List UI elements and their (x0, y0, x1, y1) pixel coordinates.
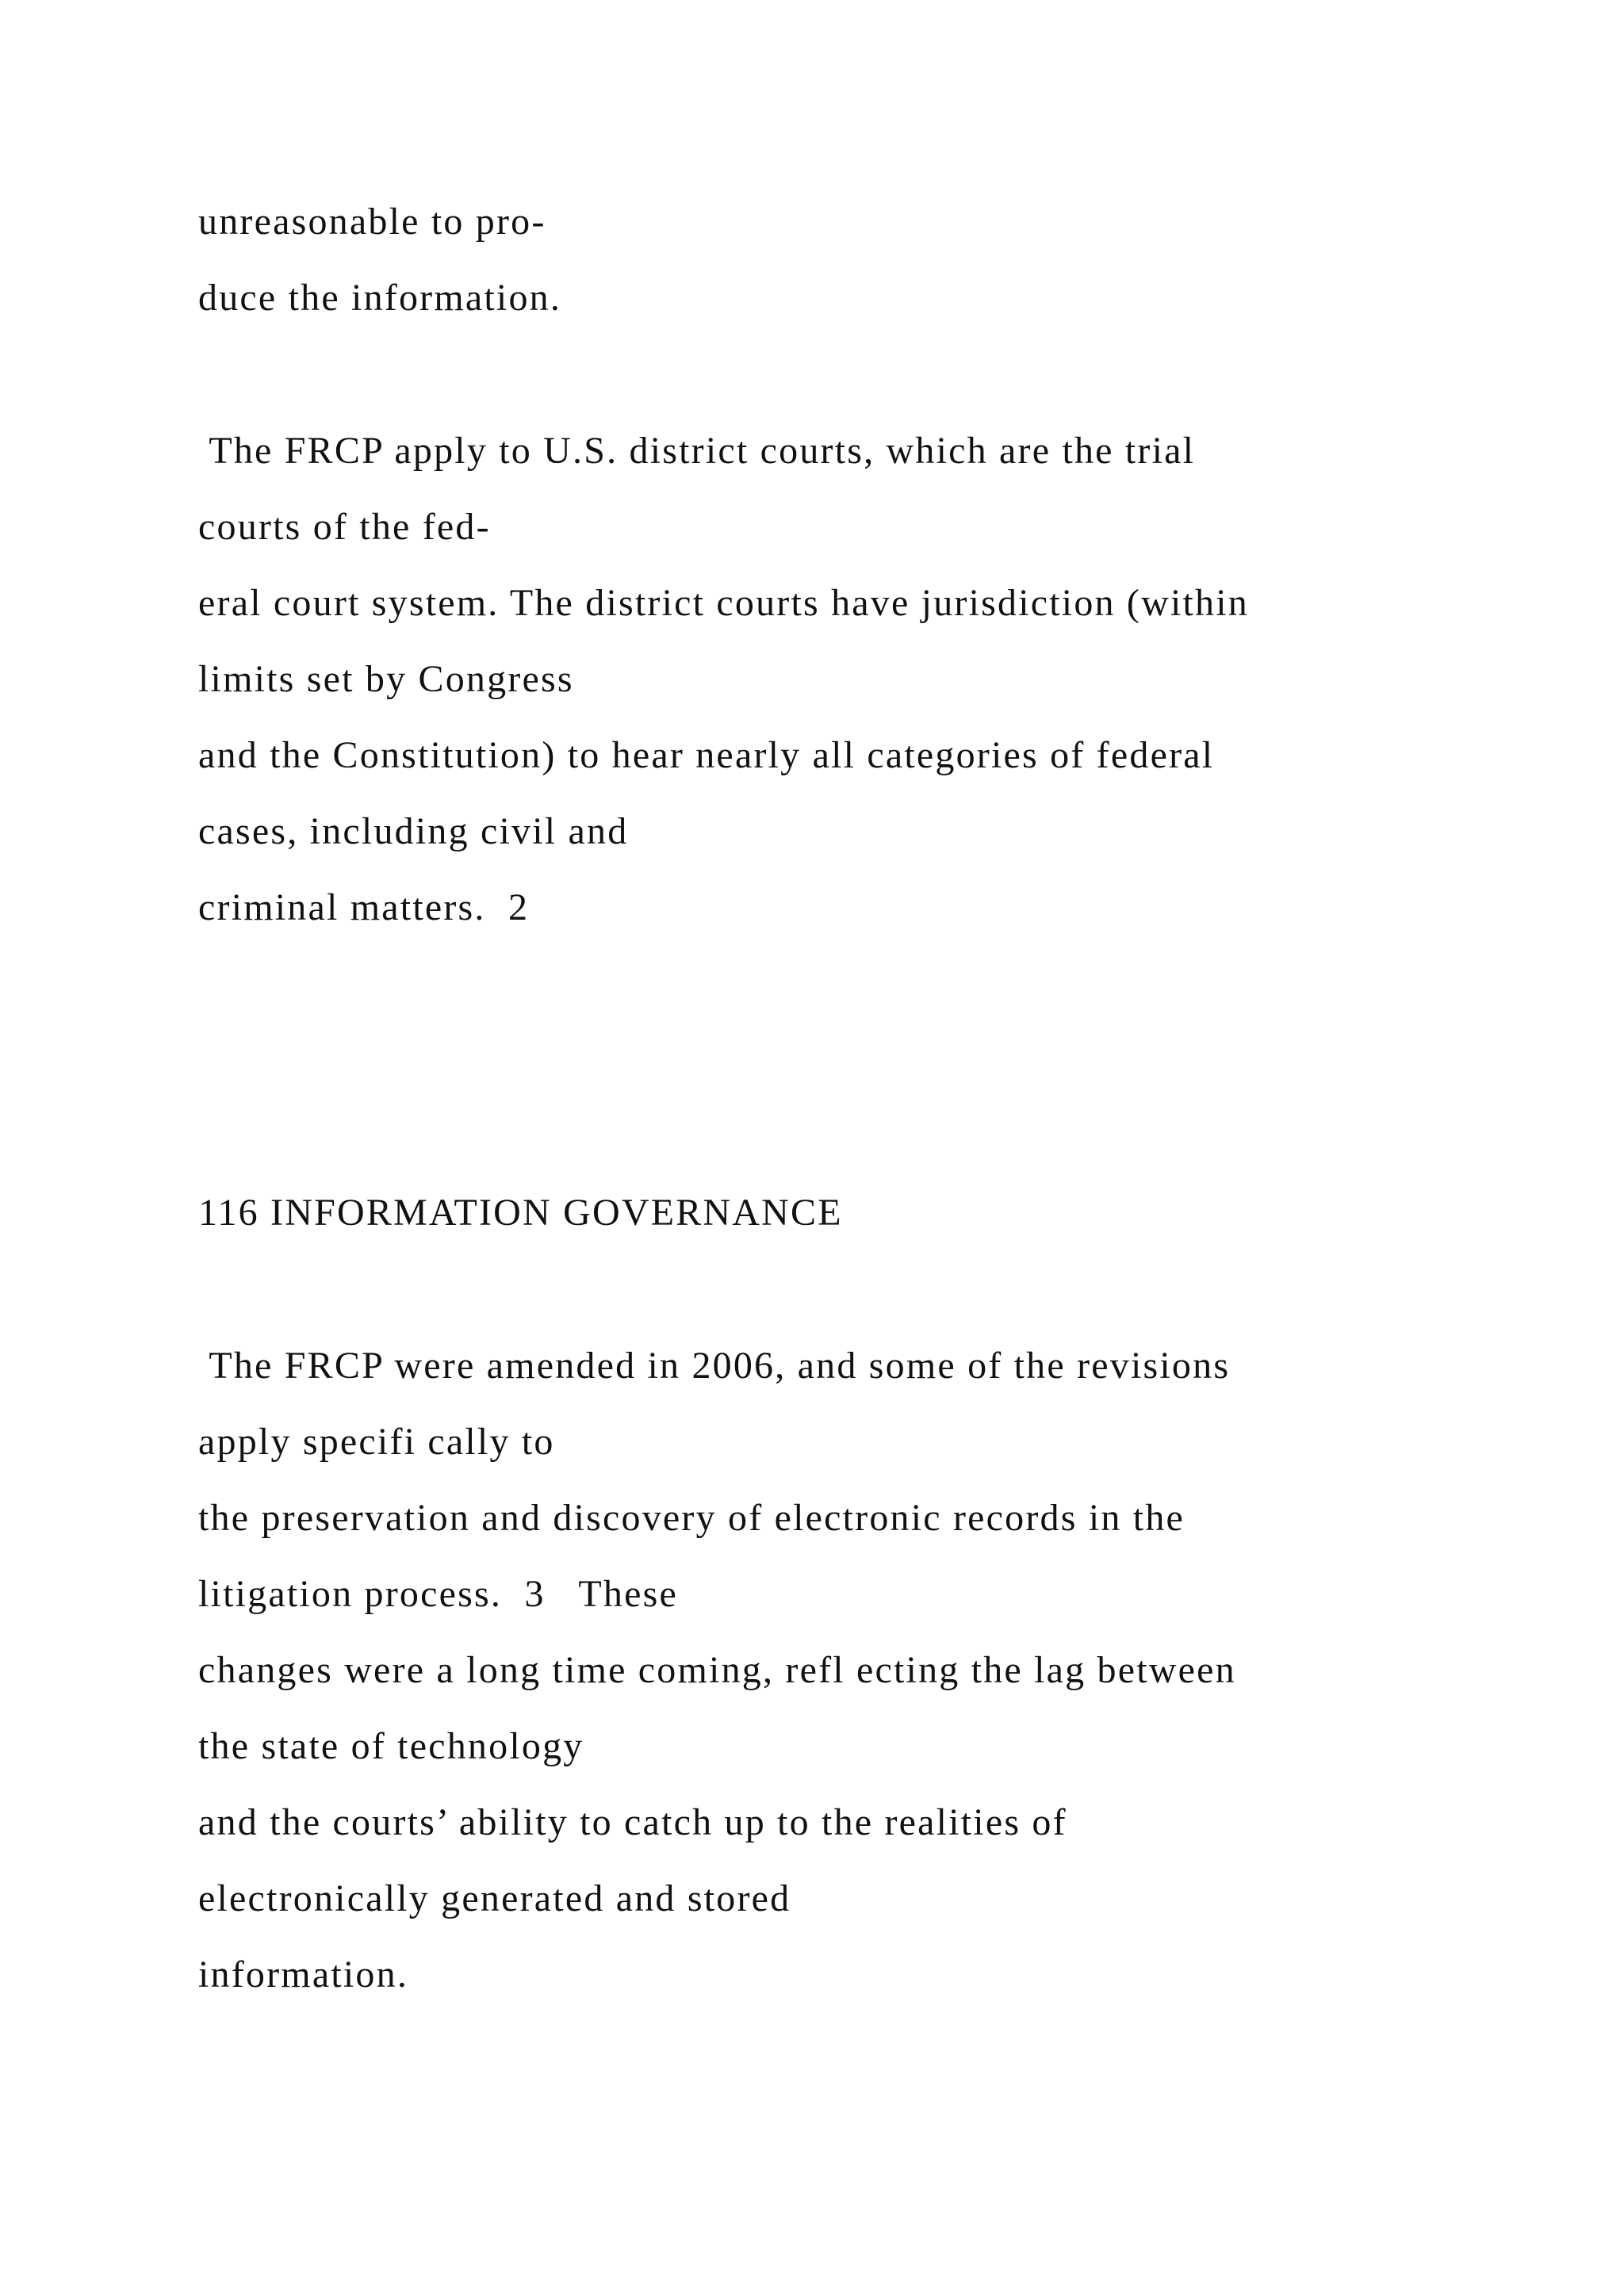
text-line: electronically generated and stored (198, 1877, 791, 1919)
text-line: limits set by Congress (198, 658, 574, 700)
text-line: litigation process. 3 These (198, 1573, 679, 1615)
text-line: unreasonable to pro- (198, 201, 546, 243)
text-line: The FRCP apply to U.S. district courts, which are the trial (198, 430, 1196, 472)
text-line: the state of technology (198, 1725, 584, 1767)
text-line: the preservation and discovery of electronic records in the (198, 1497, 1185, 1539)
text-line: changes were a long time coming, refl ecting the lag between (198, 1649, 1236, 1691)
text-line: eral court system. The district courts have jurisdiction (within (198, 582, 1249, 624)
text-line: courts of the fed- (198, 506, 491, 548)
text-line: information. (198, 1954, 409, 1996)
text-line: and the Constitution) to hear nearly all categories of federal (198, 734, 1215, 776)
text-line: criminal matters. 2 (198, 886, 530, 928)
text-line: duce the information. (198, 277, 562, 319)
text-line: The FRCP were amended in 2006, and some of the revisions (198, 1345, 1231, 1387)
text-line: and the courts’ ability to catch up to the realities of (198, 1801, 1067, 1843)
text-line: cases, including civil and (198, 810, 629, 852)
text-line: apply specifi cally to (198, 1421, 555, 1463)
running-header: 116 INFORMATION GOVERNANCE (198, 1192, 843, 1234)
